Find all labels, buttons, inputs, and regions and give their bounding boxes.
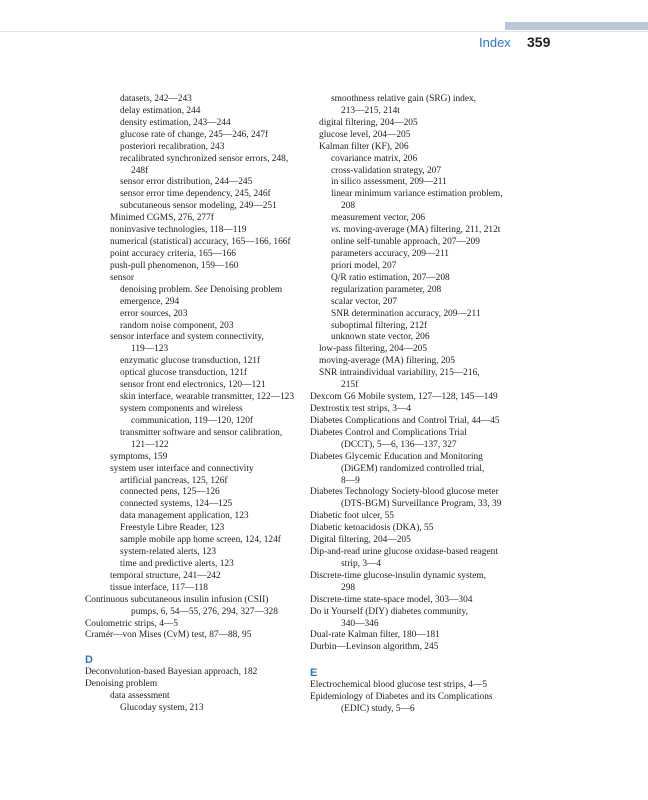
index-entry [85,630,303,642]
index-entry [310,630,525,642]
index-entry [85,452,303,464]
index-entry-continuation [85,166,303,178]
entry-text: data management application, 123 [120,511,249,522]
entry-text: sensor error time dependency, 245, 246f [120,189,271,200]
index-entry [310,607,525,619]
entry-text: denoising problem. [120,284,195,295]
entry-text: sensor error distribution, 244—245 [120,177,253,188]
index-entry [310,535,525,547]
index-entry [85,595,303,607]
index-entry [85,404,303,416]
index-entry-continuation [310,499,525,511]
entry-text: system-related alerts, 123 [120,547,217,558]
index-entry [85,213,303,225]
page-number: 359 [527,34,551,50]
entry-text: Electrochemical blood glucose test strips, 4—5 [310,680,488,691]
entry-text: smoothness relative gain (SRG) index, [331,94,477,104]
index-entry [310,261,525,273]
entry-italic-term: See [194,284,208,295]
entry-text: Dexcom G6 Mobile system, 127—128, 145—149 [310,392,498,403]
index-entry [310,237,525,249]
index-entry [85,130,303,142]
entry-text: Epidemiology of Diabetes and its Complications [310,692,493,703]
entry-text: temporal structure, 241—242 [110,570,221,581]
index-entry [310,154,525,166]
index-entry [310,642,525,654]
index-entry [85,297,303,309]
index-entry [85,619,303,631]
index-column-left [85,94,303,715]
index-entry [85,571,303,583]
entry-text: connected pens, 125—126 [120,487,220,498]
index-entry [310,118,525,130]
index-entry [85,273,303,285]
index-entry [85,583,303,595]
index-entry [85,118,303,130]
index-entry [85,177,303,189]
entry-text: Denoising problem [85,679,158,690]
entry-text: Digital filtering, 204—205 [310,535,411,546]
entry-text: Glucoday system, 213 [120,703,204,714]
index-entry [85,321,303,333]
entry-text: covariance matrix, 206 [331,153,418,164]
entry-text: delay estimation, 244 [120,105,201,116]
entry-text: transmitter software and sensor calibration, [120,427,283,438]
entry-text: 121—122 [131,439,169,450]
entry-text: 213—215, 214t [341,105,400,116]
index-entry [85,309,303,321]
entry-text: random noise component, 203 [120,320,234,331]
entry-text: suboptimal filtering, 212f [331,320,428,331]
entry-text: subcutaneous sensor modeling, 249—251 [120,201,277,212]
header-accent-bar [505,22,648,30]
index-entry [310,189,525,201]
index-entry [85,703,303,715]
entry-text: error sources, 203 [120,308,188,319]
entry-text: 248f [131,165,149,176]
index-entry [85,106,303,118]
index-entry [310,452,525,464]
entry-text: Kalman filter (KF), 206 [319,141,409,152]
index-entry-continuation [310,619,525,631]
entry-text: communication, 119—120, 120f [131,415,254,426]
entry-text: Deconvolution-based Bayesian approach, 182 [85,667,258,678]
entry-text: Q/R ratio estimation, 207—208 [331,272,450,283]
entry-text: sensor interface and system connectivity, [110,332,264,343]
entry-text: Diabetic foot ulcer, 55 [310,511,394,522]
entry-text: artificial pancreas, 125, 126f [120,475,228,486]
index-entry [85,499,303,511]
entry-text: 340—346 [341,618,379,629]
section-letter-e: E [310,667,318,680]
entry-text: Continuous subcutaneous insulin infusion (CSII) [85,594,269,605]
index-entry [310,595,525,607]
index-entry [85,535,303,547]
entry-text: sensor [110,272,134,283]
index-entry [310,523,525,535]
entry-text: push-pull phenomenon, 159—160 [110,260,239,271]
entry-text: datasets, 242—243 [120,94,192,104]
entry-text-tail: Denoising problem [207,284,283,295]
index-entry [310,511,525,523]
index-entry-continuation [310,106,525,118]
index-entry [310,356,525,368]
index-entry [310,225,525,237]
index-entry [85,511,303,523]
entry-text: parameters accuracy, 209—211 [331,248,449,259]
index-entry [85,691,303,703]
index-entry [85,285,303,297]
entry-text: glucose rate of change, 245—246, 247f [120,129,269,140]
index-entry [310,142,525,154]
entry-text: point accuracy criteria, 165—166 [110,248,236,259]
index-entry [310,166,525,178]
entry-text: measurement vector, 206 [331,213,426,224]
index-entry [310,680,525,692]
index-entry [85,261,303,273]
index-entry-continuation [310,440,525,452]
index-entry [85,547,303,559]
index-entry [85,201,303,213]
index-entry [85,523,303,535]
entry-text: numerical (statistical) accuracy, 165—166, 166f [110,237,291,248]
entry-text: (DTS-BGM) Surveillance Program, 33, 39 [341,499,502,510]
index-entry [310,487,525,499]
entry-text: Coulometric strips, 4—5 [85,618,178,629]
index-entry [310,285,525,297]
index-entry [85,392,303,404]
entry-text: system user interface and connectivity [110,463,254,474]
entry-text: tissue interface, 117—118 [110,582,208,593]
entry-text: emergence, 294 [120,296,180,307]
entry-text: Discrete-time glucose-insulin dynamic system, [310,570,487,581]
index-entry-continuation [85,440,303,452]
entry-text: Dual-rate Kalman filter, 180—181 [310,630,440,641]
index-entry [85,487,303,499]
entry-text: in silico assessment, 209—211 [331,177,447,188]
index-entry-continuation [310,476,525,488]
entry-text: posteriori recalibration, 243 [120,141,225,152]
entry-italic-term: vs. [331,225,342,236]
index-entry [85,368,303,380]
entry-text: Do it Yourself (DIY) diabetes community, [310,606,468,617]
index-entry-continuation [310,704,525,716]
entry-text: sample mobile app home screen, 124, 124f [120,535,281,546]
entry-text: glucose level, 204—205 [319,129,411,140]
entry-text: (DiGEM) randomized controlled trial, [341,463,485,474]
entry-text: strip, 3—4 [341,558,382,569]
entry-text-tail: moving-average (MA) filtering, 211, 212t [341,225,501,236]
index-entry [85,356,303,368]
entry-text: Durbin—Levinson algorithm, 245 [310,642,439,653]
index-entry [85,142,303,154]
entry-text: sensor front end electronics, 120—121 [120,380,266,391]
entry-text: moving-average (MA) filtering, 205 [319,356,455,367]
entry-text: connected systems, 124—125 [120,499,233,510]
section-letter-d: D [85,654,93,667]
index-entry [85,428,303,440]
entry-text: data assessment [110,691,170,702]
index-entry [310,273,525,285]
entry-text: regularization parameter, 208 [331,284,442,295]
entry-text: skin interface, wearable transmitter, 122—123 [120,392,295,403]
entry-text: Diabetic ketoacidosis (DKA), 55 [310,523,434,534]
index-entry [310,416,525,428]
index-entry [310,309,525,321]
entry-text: enzymatic glucose transduction, 121f [120,356,261,367]
entry-text: symptoms, 159 [110,451,168,462]
index-entry [310,94,525,106]
index-entry [310,404,525,416]
entry-text: 119—123 [131,344,169,355]
index-entry [310,547,525,559]
entry-text: SNR determination accuracy, 209—211 [331,308,481,319]
entry-text: Freestyle Libre Reader, 123 [120,523,225,534]
index-entry [85,667,303,679]
index-entry-continuation [310,559,525,571]
entry-text: Minimed CGMS, 276, 277f [110,213,214,224]
index-entry [310,321,525,333]
index-entry [310,130,525,142]
entry-text: online self-tunable approach, 207—209 [331,237,480,248]
entry-text: scalar vector, 207 [331,296,397,307]
index-entry [310,571,525,583]
index-entry [85,94,303,106]
index-entry [310,332,525,344]
index-entry [310,297,525,309]
index-entry [310,428,525,440]
entry-text: digital filtering, 204—205 [319,117,418,128]
entry-text: 215f [341,380,359,391]
index-entry [85,380,303,392]
index-entry-continuation [85,607,303,619]
entry-text: Dextrostix test strips, 3—4 [310,403,412,414]
index-entry [85,225,303,237]
entry-text: SNR intraindividual variability, 215—216, [319,368,480,379]
entry-text: time and predictive alerts, 123 [120,558,234,569]
index-entry [310,692,525,704]
index-entry-continuation [310,380,525,392]
index-entry-continuation [310,583,525,595]
entry-text: linear minimum variance estimation problem, [331,189,503,200]
entry-text: 8—9 [341,475,360,486]
entry-text: (EDIC) study, 5—6 [341,704,415,715]
entry-text: low-pass filtering, 204—205 [319,344,428,355]
index-entry [310,368,525,380]
entry-text: 298 [341,582,356,593]
index-entry [85,476,303,488]
entry-text: system components and wireless [120,403,243,414]
index-entry [310,177,525,189]
index-entry [85,237,303,249]
entry-text: recalibrated synchronized sensor errors, 248, [120,153,289,164]
entry-text: Diabetes Control and Complications Trial [310,427,467,438]
index-column-right [310,94,525,716]
index-entry-continuation [85,416,303,428]
index-entry [85,189,303,201]
index-entry-continuation [310,464,525,476]
index-entry [310,249,525,261]
entry-text: optical glucose transduction, 121f [120,368,248,379]
index-entry [310,213,525,225]
entry-text: noninvasive technologies, 118—119 [110,225,247,236]
header-rule [0,31,648,32]
entry-text: Diabetes Technology Society-blood glucose meter [310,487,499,498]
index-entry [85,249,303,261]
index-entry-continuation [310,201,525,213]
index-entry [85,332,303,344]
index-entry-continuation [85,344,303,356]
entry-text: Diabetes Glycemic Education and Monitoring [310,451,483,462]
entry-text: Cramér—von Mises (CvM) test, 87—88, 95 [85,630,252,641]
index-entry [310,392,525,404]
entry-text: 208 [341,201,356,212]
entry-text: density estimation, 243—244 [120,117,231,128]
entry-text: Dip-and-read urine glucose oxidase-based reagent [310,547,498,558]
index-entry [85,559,303,571]
entry-text: priori model, 207 [331,260,397,271]
index-entry [85,464,303,476]
entry-text: (DCCT), 5—6, 136—137, 327 [341,439,457,450]
index-entry [85,679,303,691]
entry-text: pumps, 6, 54—55, 276, 294, 327—328 [131,606,278,617]
running-head-section-label: Index [479,35,511,50]
entry-text: Discrete-time state-space model, 303—304 [310,594,473,605]
entry-text: Diabetes Complications and Control Trial, 44—45 [310,415,500,426]
index-entry [310,344,525,356]
index-entry [85,154,303,166]
entry-text: cross-validation strategy, 207 [331,165,442,176]
entry-text: unknown state vector, 206 [331,332,430,343]
